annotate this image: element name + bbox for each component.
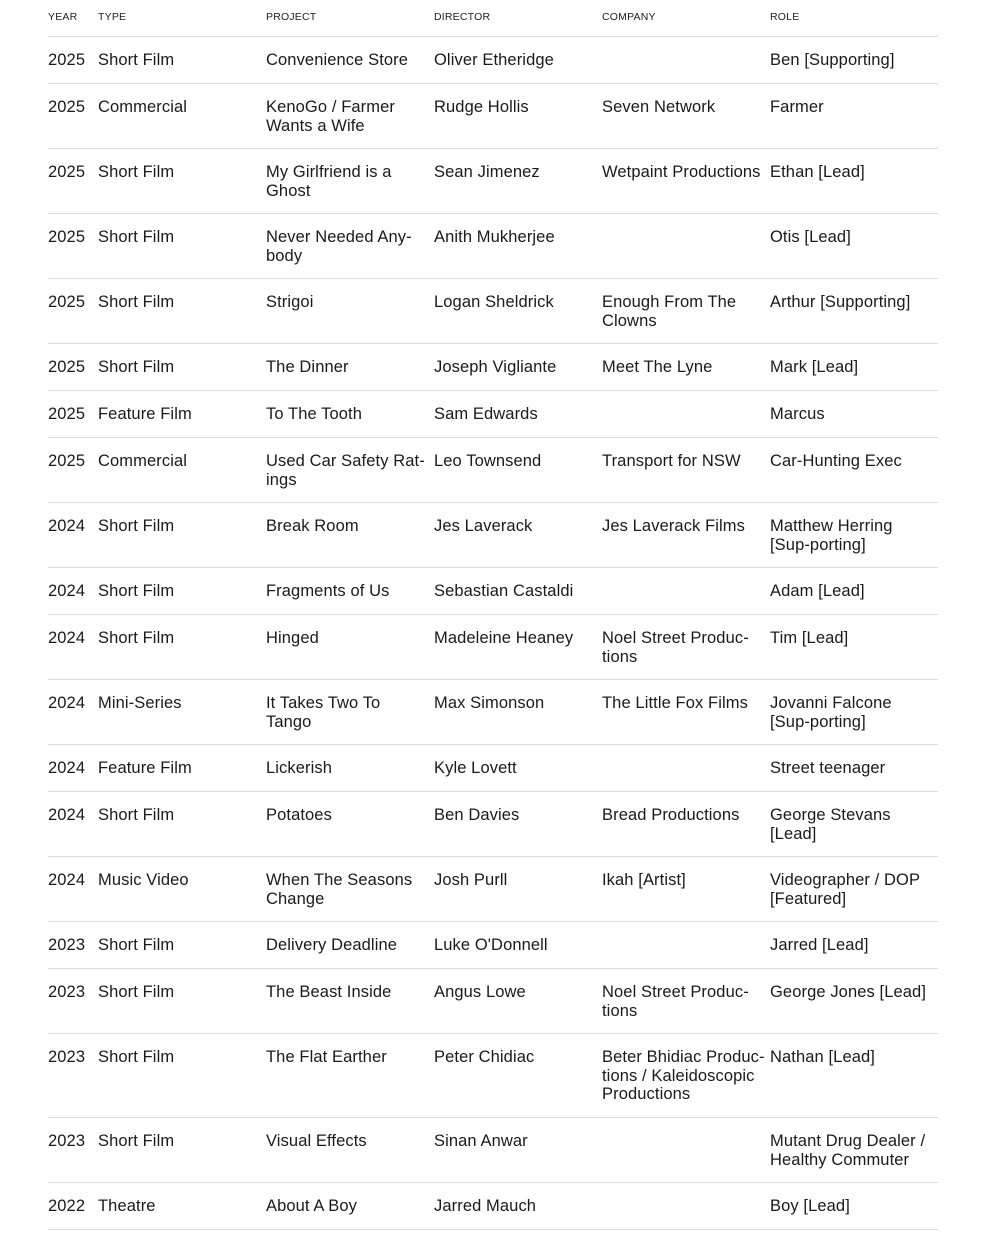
cell-role: Adam [Lead] — [770, 582, 865, 600]
cell-role: George Jones [Lead] — [770, 983, 927, 1001]
cell-year: 2023 — [48, 936, 86, 954]
cell-year: 2025 — [48, 98, 86, 116]
cell-project: When The Seasons Change — [266, 871, 413, 908]
cell-director: Luke O'Donnell — [434, 936, 548, 954]
cell-director: Josh Purll — [434, 871, 508, 889]
cell-company: Bread Productions — [602, 806, 740, 824]
cell-project: The Dinner — [266, 358, 349, 376]
cell-company — [602, 1183, 770, 1229]
table-row — [48, 279, 938, 344]
cell-director: Sinan Anwar — [434, 1132, 528, 1150]
cell-company — [602, 214, 770, 278]
cell-project: Visual Effects — [266, 1132, 367, 1150]
cell-company — [602, 745, 770, 791]
table-row — [48, 344, 938, 391]
table-row — [48, 857, 938, 922]
cell-type: Short Film — [98, 582, 175, 600]
cell-year: 2024 — [48, 759, 86, 777]
cell-project: To The Tooth — [266, 405, 362, 423]
cell-type: Short Film — [98, 936, 175, 954]
cell-type: Mini-Series — [98, 694, 182, 712]
table-row — [48, 37, 938, 84]
cell-company: Meet The Lyne — [602, 358, 713, 376]
cell-year: 2025 — [48, 452, 86, 470]
header-project: PROJECT — [266, 11, 317, 23]
table-row — [48, 149, 938, 214]
cell-role: Jovanni Falcone [Sup-porting] — [770, 694, 892, 731]
cell-company — [602, 568, 770, 614]
cell-company: Enough From The Clowns — [602, 293, 737, 330]
cell-director: Jes Laverack — [434, 517, 533, 535]
cell-project: Delivery Deadline — [266, 936, 398, 954]
cell-year: 2024 — [48, 582, 86, 600]
cell-type: Short Film — [98, 1048, 175, 1066]
cell-project: Potatoes — [266, 806, 332, 824]
cell-role: Arthur [Supporting] — [770, 293, 911, 311]
cell-company: Seven Network — [602, 98, 716, 116]
cell-role: Street teenager — [770, 759, 886, 777]
cell-year: 2025 — [48, 163, 86, 181]
cell-director: Sean Jimenez — [434, 163, 540, 181]
table-row — [48, 1118, 938, 1183]
table-row — [48, 745, 938, 792]
cell-type: Music Video — [98, 871, 189, 889]
cell-project: Strigoi — [266, 293, 314, 311]
cell-director: Peter Chidiac — [434, 1048, 535, 1066]
table-row — [48, 1183, 938, 1230]
cell-role: Farmer — [770, 98, 824, 116]
cell-type: Feature Film — [98, 405, 192, 423]
table-row — [48, 615, 938, 680]
cell-project: It Takes Two To Tango — [266, 694, 381, 731]
cell-project: Break Room — [266, 517, 359, 535]
cell-role: Otis [Lead] — [770, 228, 851, 246]
cell-type: Short Film — [98, 51, 175, 69]
cell-year: 2024 — [48, 806, 86, 824]
cell-project: About A Boy — [266, 1197, 358, 1215]
cell-company: Beter Bhidiac Produc-tions / Kaleidoscopic Productions — [602, 1048, 765, 1103]
cell-project: The Beast Inside — [266, 983, 392, 1001]
cell-year: 2025 — [48, 405, 86, 423]
cell-role: Car-Hunting Exec — [770, 452, 902, 470]
cell-year: 2025 — [48, 293, 86, 311]
cell-type: Short Film — [98, 293, 175, 311]
cell-year: 2022 — [48, 1197, 86, 1215]
cell-type: Commercial — [98, 98, 188, 116]
credits-table — [48, 0, 938, 1230]
cell-project: Lickerish — [266, 759, 333, 777]
cell-role: Videographer / DOP [Featured] — [770, 871, 920, 908]
cell-company — [602, 37, 770, 83]
cell-director: Rudge Hollis — [434, 98, 529, 116]
cell-year: 2025 — [48, 228, 86, 246]
table-row — [48, 214, 938, 279]
cell-type: Short Film — [98, 806, 175, 824]
cell-company — [602, 1118, 770, 1182]
cell-project: Fragments of Us — [266, 582, 390, 600]
cell-role: Tim [Lead] — [770, 629, 849, 647]
cell-role: Mark [Lead] — [770, 358, 859, 376]
cell-type: Short Film — [98, 228, 175, 246]
header-type: TYPE — [98, 11, 127, 23]
cell-type: Short Film — [98, 163, 175, 181]
cell-role: Mutant Drug Dealer / Healthy Commuter — [770, 1132, 926, 1169]
header-year: YEAR — [48, 11, 78, 23]
table-row — [48, 969, 938, 1034]
cell-role: Ben [Supporting] — [770, 51, 895, 69]
cell-director: Ben Davies — [434, 806, 520, 824]
cell-role: Matthew Herring [Sup-porting] — [770, 517, 893, 554]
cell-company: Ikah [Artist] — [602, 871, 686, 889]
table-row — [48, 922, 938, 969]
cell-project: Never Needed Any-body — [266, 228, 412, 265]
cell-company: Wetpaint Productions — [602, 163, 761, 181]
cell-type: Short Film — [98, 358, 175, 376]
cell-director: Sam Edwards — [434, 405, 538, 423]
cell-role: Marcus — [770, 405, 825, 423]
table-header — [48, 0, 938, 37]
cell-type: Short Film — [98, 1132, 175, 1150]
cell-director: Joseph Vigliante — [434, 358, 557, 376]
cell-director: Logan Sheldrick — [434, 293, 554, 311]
header-company: COMPANY — [602, 11, 656, 23]
cell-type: Theatre — [98, 1197, 156, 1215]
cell-company — [602, 391, 770, 437]
cell-company: Noel Street Produc-tions — [602, 983, 749, 1020]
header-director: DIRECTOR — [434, 11, 491, 23]
cell-director: Angus Lowe — [434, 983, 526, 1001]
cell-type: Commercial — [98, 452, 188, 470]
cell-role: Jarred [Lead] — [770, 936, 869, 954]
cell-type: Short Film — [98, 517, 175, 535]
table-row — [48, 792, 938, 857]
table-row — [48, 391, 938, 438]
header-role: ROLE — [770, 11, 800, 23]
cell-type: Short Film — [98, 983, 175, 1001]
cell-project: Used Car Safety Rat-ings — [266, 452, 425, 489]
cell-director: Max Simonson — [434, 694, 545, 712]
cell-year: 2025 — [48, 51, 86, 69]
cell-director: Leo Townsend — [434, 452, 542, 470]
cell-company: Transport for NSW — [602, 452, 741, 470]
cell-year: 2023 — [48, 1132, 86, 1150]
cell-company: Noel Street Produc-tions — [602, 629, 749, 666]
cell-role: Boy [Lead] — [770, 1197, 850, 1215]
cell-project: Hinged — [266, 629, 319, 647]
cell-company — [602, 922, 770, 968]
table-row — [48, 503, 938, 568]
cell-role: Nathan [Lead] — [770, 1048, 875, 1066]
cell-director: Oliver Etheridge — [434, 51, 554, 69]
cell-director: Anith Mukherjee — [434, 228, 555, 246]
cell-director: Jarred Mauch — [434, 1197, 537, 1215]
cell-project: Convenience Store — [266, 51, 409, 69]
cell-role: George Stevans [Lead] — [770, 806, 891, 843]
cell-role: Ethan [Lead] — [770, 163, 865, 181]
cell-year: 2024 — [48, 871, 86, 889]
table-row — [48, 568, 938, 615]
cell-type: Feature Film — [98, 759, 192, 777]
cell-type: Short Film — [98, 629, 175, 647]
cell-project: KenoGo / Farmer Wants a Wife — [266, 98, 395, 135]
cell-director: Sebastian Castaldi — [434, 582, 574, 600]
cell-director: Madeleine Heaney — [434, 629, 574, 647]
cell-company: The Little Fox Films — [602, 694, 748, 712]
cell-year: 2023 — [48, 1048, 86, 1066]
cell-year: 2024 — [48, 629, 86, 647]
cell-project: My Girlfriend is a Ghost — [266, 163, 392, 200]
cell-project: The Flat Earther — [266, 1048, 387, 1066]
cell-director: Kyle Lovett — [434, 759, 517, 777]
table-row — [48, 680, 938, 745]
cell-company: Jes Laverack Films — [602, 517, 746, 535]
cell-year: 2025 — [48, 358, 86, 376]
table-row — [48, 1034, 938, 1118]
cell-year: 2024 — [48, 694, 86, 712]
table-row — [48, 84, 938, 149]
table-row — [48, 438, 938, 503]
cell-year: 2024 — [48, 517, 86, 535]
cell-year: 2023 — [48, 983, 86, 1001]
